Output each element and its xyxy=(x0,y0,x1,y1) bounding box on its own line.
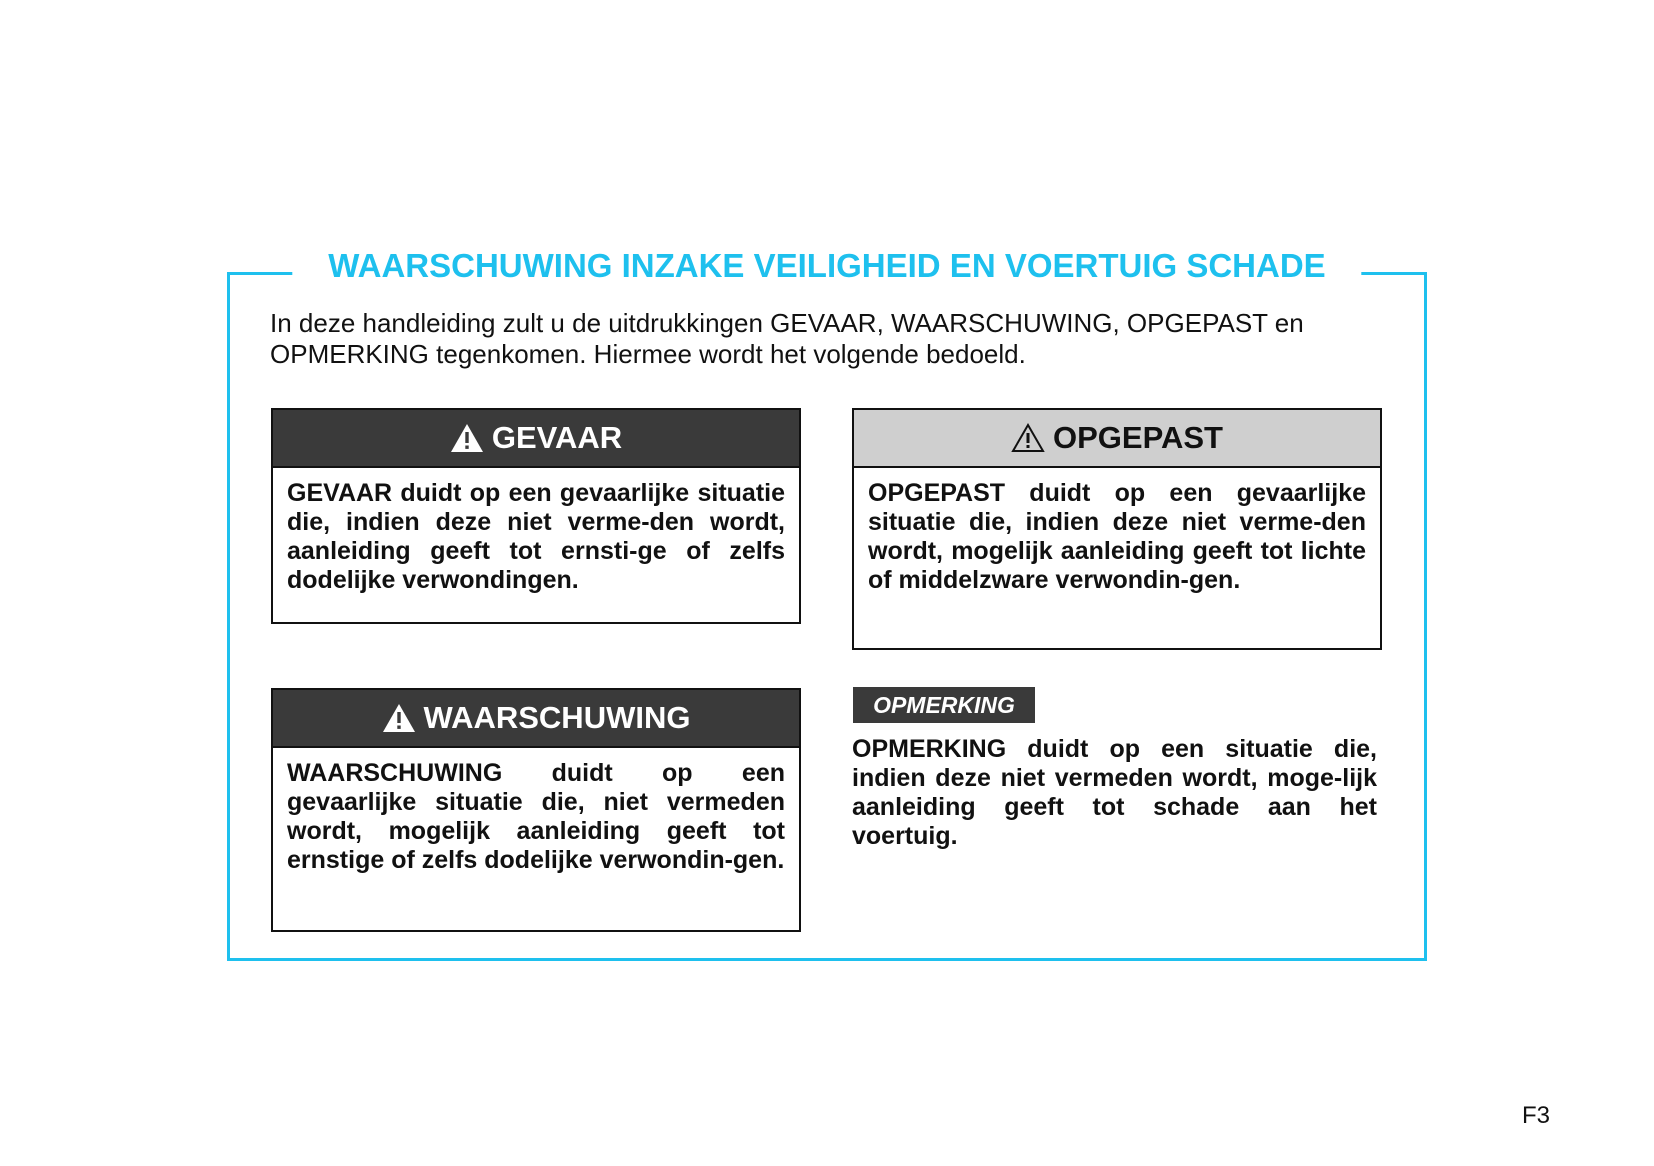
opgepast-title: OPGEPAST xyxy=(1053,420,1223,455)
opmerking-label: OPMERKING xyxy=(853,687,1035,723)
opmerking-text: OPMERKING duidt op een situatie die, indien deze niet vermeden wordt, moge-lijk aanleiding geeft tot schade aan het voertuig. xyxy=(852,735,1377,850)
warning-triangle-icon xyxy=(382,703,416,733)
section-title: WAARSCHUWING INZAKE VEILIGHEID EN VOERTUIG SCHADE xyxy=(292,246,1361,286)
waarschuwing-header xyxy=(273,690,799,748)
waarschuwing-box xyxy=(271,688,801,932)
warning-triangle-icon xyxy=(450,423,484,453)
gevaar-header xyxy=(273,410,799,468)
gevaar-body: GEVAAR duidt op een gevaarlijke situatie die, indien deze niet verme-den wordt, aanleiding geeft tot ernsti-ge of zelfs dodelijke verwondingen. xyxy=(287,479,785,594)
opgepast-header xyxy=(854,410,1380,468)
waarschuwing-title: WAARSCHUWING xyxy=(423,700,691,735)
intro-paragraph: In deze handleiding zult u de uitdrukkingen GEVAAR, WAARSCHUWING, OPGEPAST en OPMERKING tegenkomen. Hiermee wordt het volgende bedoeld. xyxy=(270,308,1304,369)
opgepast-body: OPGEPAST duidt op een gevaarlijke situatie die, indien deze niet verme-den wordt, mogelijk aanleiding geeft tot lichte of middelzware verwondin-gen. xyxy=(868,479,1366,594)
page-number: F3 xyxy=(1522,1102,1551,1129)
gevaar-title: GEVAAR xyxy=(491,420,623,455)
waarschuwing-body: WAARSCHUWING duidt op een gevaarlijke situatie die, niet vermeden wordt, mogelijk aanleiding geeft tot ernstige of zelfs dodelijke verwondin-gen. xyxy=(287,759,785,874)
gevaar-box xyxy=(271,408,801,624)
warning-triangle-outline-icon xyxy=(1011,423,1045,453)
opgepast-box xyxy=(852,408,1382,650)
